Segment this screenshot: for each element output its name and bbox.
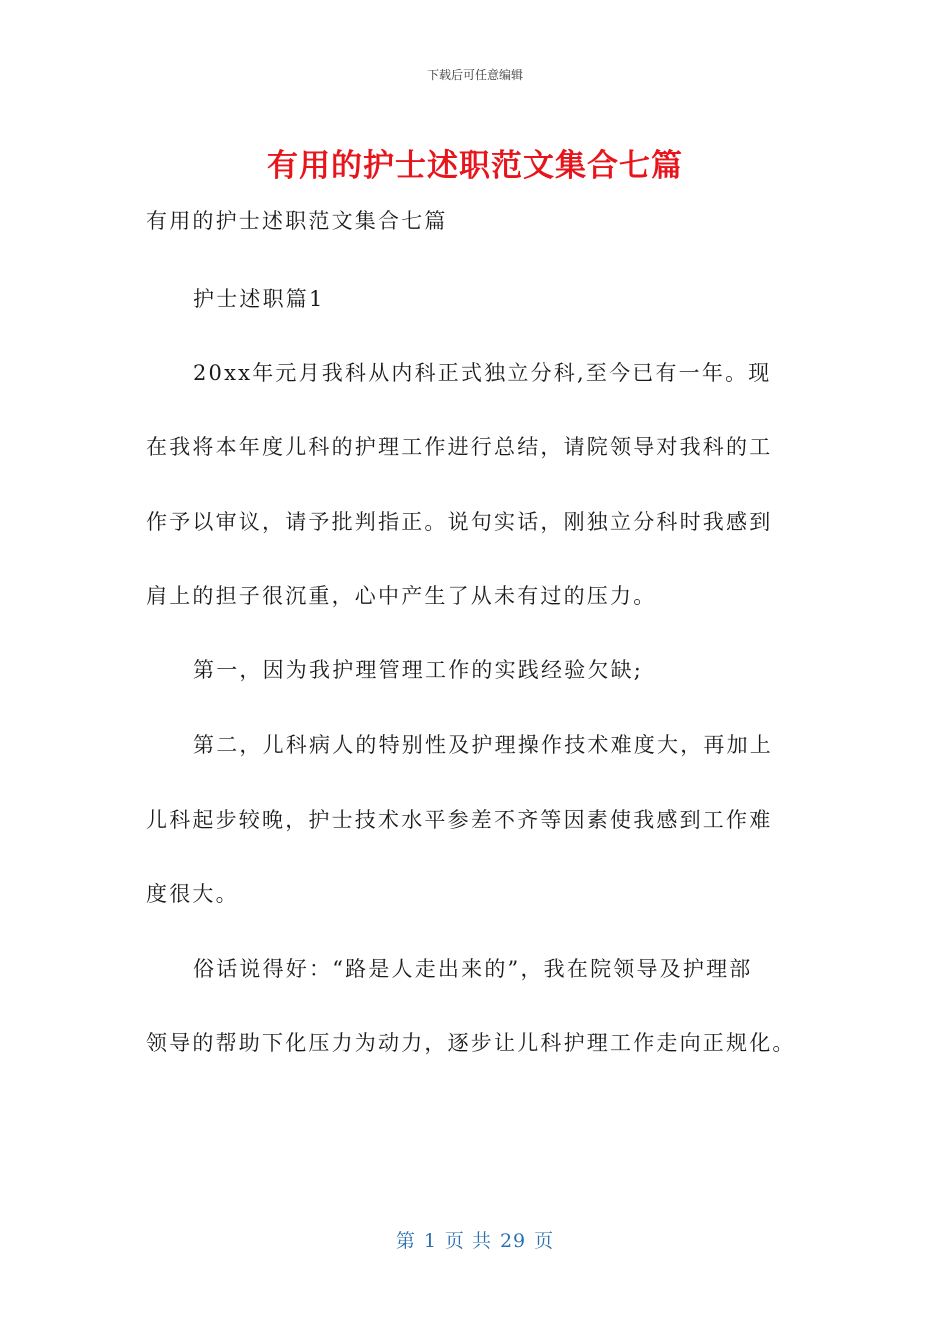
text-line-section-heading: 护士述职篇1 bbox=[193, 287, 325, 311]
footer-suffix: 页 bbox=[534, 1230, 555, 1252]
text-line-paragraph-2: 第一，因为我护理管理工作的实践经验欠缺; bbox=[193, 658, 644, 682]
text-line-paragraph-3: 儿科起步较晚，护士技术水平参差不齐等因素使我感到工作难 bbox=[146, 808, 773, 832]
text-line-paragraph-1: 肩上的担子很沉重，心中产生了从未有过的压力。 bbox=[146, 584, 657, 608]
text-line-paragraph-1: 作予以审议，请予批判指正。说句实话，刚独立分科时我感到 bbox=[146, 510, 773, 534]
page-footer bbox=[0, 1226, 950, 1253]
footer-total-pages: 29 bbox=[499, 1230, 527, 1252]
footer-middle: 页 共 bbox=[444, 1230, 492, 1252]
text-line-paragraph-3: 度很大。 bbox=[146, 882, 239, 906]
header-note: 下载后可任意编辑 bbox=[426, 68, 523, 82]
text-line-paragraph-3: 第二，儿科病人的特别性及护理操作技术难度大，再加上 bbox=[193, 733, 773, 757]
footer-page-number: 1 bbox=[423, 1230, 437, 1252]
text-line-paragraph-4: 领导的帮助下化压力为动力，逐步让儿科护理工作走向正规化。 bbox=[146, 1031, 796, 1055]
text-line-paragraph-4: 俗话说得好：“路是人走出来的”，我在院领导及护理部 bbox=[193, 957, 753, 981]
text-line-subtitle: 有用的护士述职范文集合七篇 bbox=[146, 209, 448, 233]
document-title: 有用的护士述职范文集合七篇 bbox=[267, 148, 683, 184]
text-line-paragraph-1: 20xx年元月我科从内科正式独立分科,至今已有一年。现 bbox=[193, 361, 772, 385]
footer-prefix: 第 bbox=[395, 1230, 416, 1252]
text-line-paragraph-1: 在我将本年度儿科的护理工作进行总结，请院领导对我科的工 bbox=[146, 435, 773, 459]
